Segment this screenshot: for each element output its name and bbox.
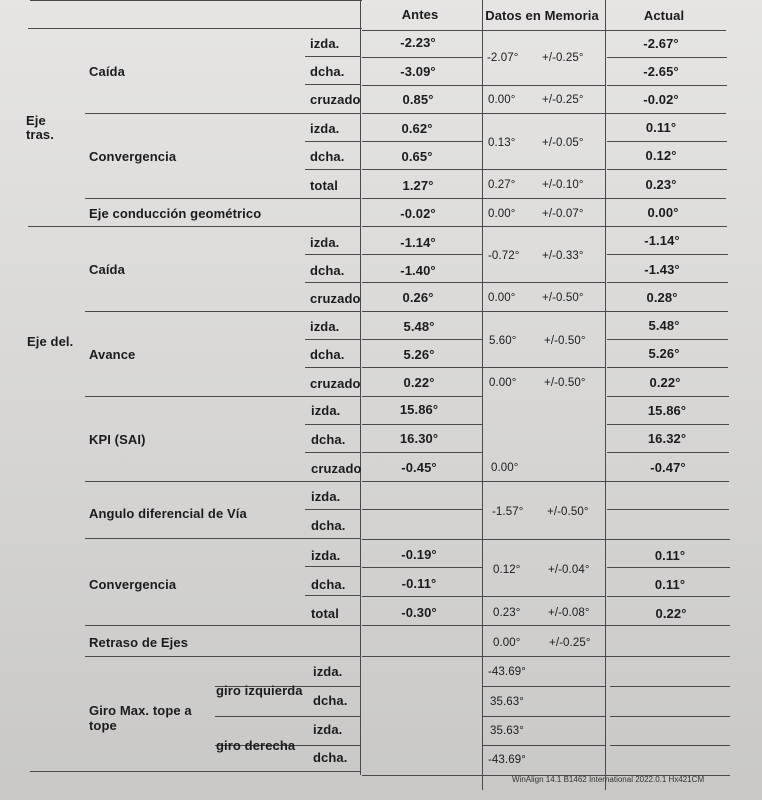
caster-cruzado-actual: 0.22° — [649, 375, 681, 390]
kpi-cruzado-side: cruzado — [311, 461, 362, 476]
front-toe-total-antes: -0.30° — [401, 605, 437, 620]
caster-cruzado-antes: 0.22° — [403, 375, 435, 390]
caster-tolerancia: +/-0.50° — [544, 335, 586, 347]
giro-izquierda-dcha-memoria: 35.63° — [490, 696, 524, 708]
thrust-angle-memoria: 0.00° — [488, 208, 516, 220]
caster-cruzado-side: cruzado — [310, 376, 361, 391]
rear-toe-dcha-actual: 0.12° — [645, 148, 677, 163]
caster-label: Avance — [89, 347, 136, 362]
front-toe-total-memoria: 0.23° — [493, 607, 521, 619]
rear-camber-dcha-antes: -3.09° — [400, 64, 436, 79]
rear-camber-izda-antes: -2.23° — [400, 35, 436, 50]
giro-izquierda-izda-side: izda. — [313, 664, 343, 679]
front-camber-label: Caída — [89, 262, 125, 277]
header-actual: Actual — [643, 8, 685, 23]
front-camber-izda-actual: -1.14° — [644, 233, 680, 248]
front-camber-cruzado-side: cruzado — [310, 291, 361, 306]
kpi-cruzado-actual: -0.47° — [650, 460, 686, 475]
footer-software-version: WinAlign 14.1 B1462 International 2022.0.1 Hx421CM — [512, 775, 705, 784]
setback-label: Retraso de Ejes — [89, 635, 189, 650]
thrust-angle-antes: -0.02° — [400, 206, 436, 221]
rear-camber-cruzado-tolerancia: +/-0.25° — [542, 94, 584, 106]
rear-camber-memoria: -2.07° — [487, 52, 519, 64]
front-toe-total-tolerancia: +/-0.08° — [548, 607, 590, 619]
rear-toe-total-side: total — [310, 178, 338, 193]
kpi-label: KPI (SAI) — [89, 432, 146, 447]
rear-toe-izda-side: izda. — [310, 121, 340, 136]
toe-out-on-turns-label: Angulo diferencial de Vía — [89, 506, 247, 521]
kpi-dcha-actual: 16.32° — [647, 431, 687, 446]
front-toe-tolerancia: +/-0.04° — [548, 564, 590, 576]
front-camber-memoria: -0.72° — [488, 250, 520, 262]
front-toe-label: Convergencia — [89, 577, 177, 592]
max-turn-label: Giro Max. tope a tope — [89, 703, 192, 733]
group-eje-trasero: Eje tras. — [26, 113, 54, 142]
rear-toe-memoria: 0.13° — [488, 137, 516, 149]
kpi-dcha-side: dcha. — [311, 432, 346, 447]
kpi-izda-side: izda. — [311, 403, 341, 418]
rear-toe-total-memoria: 0.27° — [488, 179, 516, 191]
toe-out-tolerancia: +/-0.50° — [547, 506, 589, 518]
giro-derecha-izda-side: izda. — [313, 722, 343, 737]
front-camber-izda-side: izda. — [310, 235, 340, 250]
caster-dcha-actual: 5.26° — [648, 346, 680, 361]
giro-izquierda-izda-memoria: -43.69° — [488, 666, 526, 678]
rear-toe-dcha-side: dcha. — [310, 149, 345, 164]
rear-camber-izda-actual: -2.67° — [643, 36, 679, 51]
front-camber-cruzado-memoria: 0.00° — [488, 292, 516, 304]
front-toe-total-actual: 0.22° — [655, 606, 687, 621]
rear-camber-tolerancia: +/-0.25° — [542, 52, 584, 64]
rear-camber-cruzado-actual: -0.02° — [643, 92, 679, 107]
rear-camber-izda-side: izda. — [310, 36, 340, 51]
front-camber-cruzado-tolerancia: +/-0.50° — [542, 292, 584, 304]
rear-toe-total-tolerancia: +/-0.10° — [542, 179, 584, 191]
front-camber-cruzado-antes: 0.26° — [402, 290, 434, 305]
front-toe-dcha-side: dcha. — [311, 577, 346, 592]
header-antes: Antes — [401, 7, 439, 22]
caster-cruzado-memoria: 0.00° — [489, 377, 517, 389]
front-toe-izda-side: izda. — [311, 548, 341, 563]
thrust-angle-tolerancia: +/-0.07° — [542, 208, 584, 220]
giro-derecha-dcha-side: dcha. — [313, 750, 348, 765]
caster-dcha-antes: 5.26° — [403, 347, 435, 362]
front-toe-dcha-actual: 0.11° — [654, 577, 686, 592]
group-eje-delantero: Eje del. — [27, 334, 74, 349]
rear-toe-dcha-antes: 0.65° — [401, 149, 433, 164]
front-toe-total-side: total — [311, 606, 339, 621]
front-camber-dcha-side: dcha. — [310, 263, 345, 278]
kpi-dcha-antes: 16.30° — [399, 431, 439, 446]
caster-cruzado-tolerancia: +/-0.50° — [544, 377, 586, 389]
kpi-izda-actual: 15.86° — [647, 403, 687, 418]
header-datos-memoria: Datos en Memoria — [485, 8, 599, 23]
caster-dcha-side: dcha. — [310, 347, 345, 362]
toe-out-izda-side: izda. — [311, 489, 341, 504]
rear-toe-label: Convergencia — [89, 149, 177, 164]
giro-derecha-izda-memoria: 35.63° — [490, 725, 524, 737]
rear-camber-cruzado-side: cruzado — [310, 92, 361, 107]
setback-tolerancia: +/-0.25° — [549, 637, 591, 649]
thrust-angle-label: Eje conducción geométrico — [89, 206, 262, 221]
front-toe-memoria: 0.12° — [493, 564, 521, 576]
caster-izda-antes: 5.48° — [403, 319, 435, 334]
rear-camber-label: Caída — [89, 64, 125, 79]
rear-toe-izda-actual: 0.11° — [645, 120, 677, 135]
front-camber-cruzado-actual: 0.28° — [646, 290, 678, 305]
rear-toe-total-antes: 1.27° — [402, 178, 434, 193]
front-toe-izda-antes: -0.19° — [401, 547, 437, 562]
giro-derecha-label: giro derecha — [216, 738, 296, 753]
rear-camber-cruzado-antes: 0.85° — [402, 92, 434, 107]
giro-izquierda-dcha-side: dcha. — [313, 693, 348, 708]
kpi-cruzado-memoria: 0.00° — [491, 462, 519, 474]
front-toe-dcha-antes: -0.11° — [401, 576, 437, 591]
giro-derecha-dcha-memoria: -43.69° — [488, 754, 526, 766]
rear-camber-dcha-side: dcha. — [310, 64, 345, 79]
rear-camber-cruzado-memoria: 0.00° — [488, 94, 516, 106]
kpi-cruzado-antes: -0.45° — [401, 460, 437, 475]
front-camber-dcha-antes: -1.40° — [400, 263, 436, 278]
giro-izquierda-label: giro izquierda — [216, 683, 303, 698]
front-toe-izda-actual: 0.11° — [654, 548, 686, 563]
front-camber-dcha-actual: -1.43° — [644, 262, 680, 277]
caster-izda-actual: 5.48° — [648, 318, 680, 333]
toe-out-memoria: -1.57° — [492, 506, 524, 518]
rear-toe-izda-antes: 0.62° — [401, 121, 433, 136]
front-camber-tolerancia: +/-0.33° — [542, 250, 584, 262]
rear-toe-tolerancia: +/-0.05° — [542, 137, 584, 149]
caster-memoria: 5.60° — [489, 335, 517, 347]
rear-toe-total-actual: 0.23° — [645, 177, 677, 192]
front-camber-izda-antes: -1.14° — [400, 235, 436, 250]
toe-out-dcha-side: dcha. — [311, 518, 346, 533]
thrust-angle-actual: 0.00° — [647, 205, 679, 220]
rear-camber-dcha-actual: -2.65° — [643, 64, 679, 79]
setback-memoria: 0.00° — [493, 637, 521, 649]
kpi-izda-antes: 15.86° — [399, 402, 439, 417]
caster-izda-side: izda. — [310, 319, 340, 334]
